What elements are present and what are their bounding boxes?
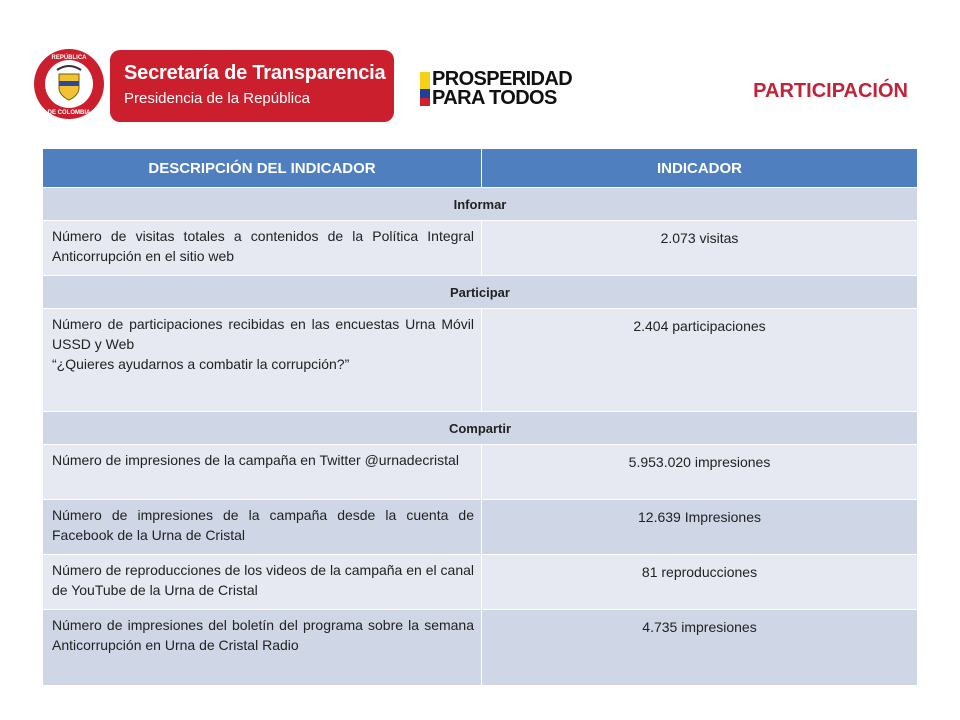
column-header-indicator: INDICADOR [482,149,918,188]
description-text: Número de visitas totales a contenidos de la Política Integral Anticorrupción en el sitio web [52,228,474,264]
seal-top-text: REPÚBLICA [51,55,87,61]
description-text: Número de impresiones de la campaña desde la cuenta de Facebook de la Urna de Cristal [52,507,474,543]
indicator-description [43,555,482,610]
section-row-informar [43,188,918,221]
secretaria-subtitle: Presidencia de la República [124,90,310,107]
indicator-value: 2.404 participaciones [482,309,918,412]
description-text: Número de impresiones de la campaña en Twitter @urnadecristal [52,452,459,468]
table-row [43,221,918,276]
table-row [43,500,918,555]
indicator-description [43,221,482,276]
table-row [43,309,918,412]
indicator-table [42,148,918,686]
page-title: PARTICIPACIÓN [753,80,908,102]
prosperidad-line2: PARA TODOS [432,87,557,109]
column-header-description: DESCRIPCIÓN DEL INDICADOR [43,149,482,188]
table-header-row [43,149,918,188]
section-label: Participar [43,276,918,309]
section-row-participar [43,276,918,309]
seal-bottom-text: DE COLOMBIA [47,110,91,116]
indicator-value: 4.735 impresiones [482,610,918,686]
indicator-description [43,309,482,412]
indicator-value: 2.073 visitas [482,221,918,276]
republica-de-colombia-seal-logo [33,48,105,120]
indicator-description [43,445,482,500]
section-label: Compartir [43,412,918,445]
prosperidad-line1: PROSPERIDAD [432,68,573,90]
secretaria-title: Secretaría de Transparencia [124,62,386,84]
indicator-value: 12.639 Impresiones [482,500,918,555]
indicator-value: 5.953.020 impresiones [482,445,918,500]
table-row [43,610,918,686]
indicator-description [43,610,482,686]
description-text: Número de impresiones del boletín del programa sobre la semana Anticorrupción en Urna de Cristal Radio [52,617,474,653]
table-row [43,555,918,610]
prosperidad-para-todos-logo [420,70,580,110]
indicator-description [43,500,482,555]
colombia-flag-bar-icon [420,72,430,106]
section-row-compartir [43,412,918,445]
table-row [43,445,918,500]
survey-question-text: “¿Quieres ayudarnos a combatir la corrupción?” [52,356,350,372]
description-text: Número de participaciones recibidas en las encuestas Urna Móvil USSD y Web [52,316,474,352]
secretaria-transparencia-logo [110,50,394,122]
indicator-value: 81 reproducciones [482,555,918,610]
section-label: Informar [43,188,918,221]
description-text: Número de reproducciones de los videos de la campaña en el canal de YouTube de la Urna de Cristal [52,562,474,598]
